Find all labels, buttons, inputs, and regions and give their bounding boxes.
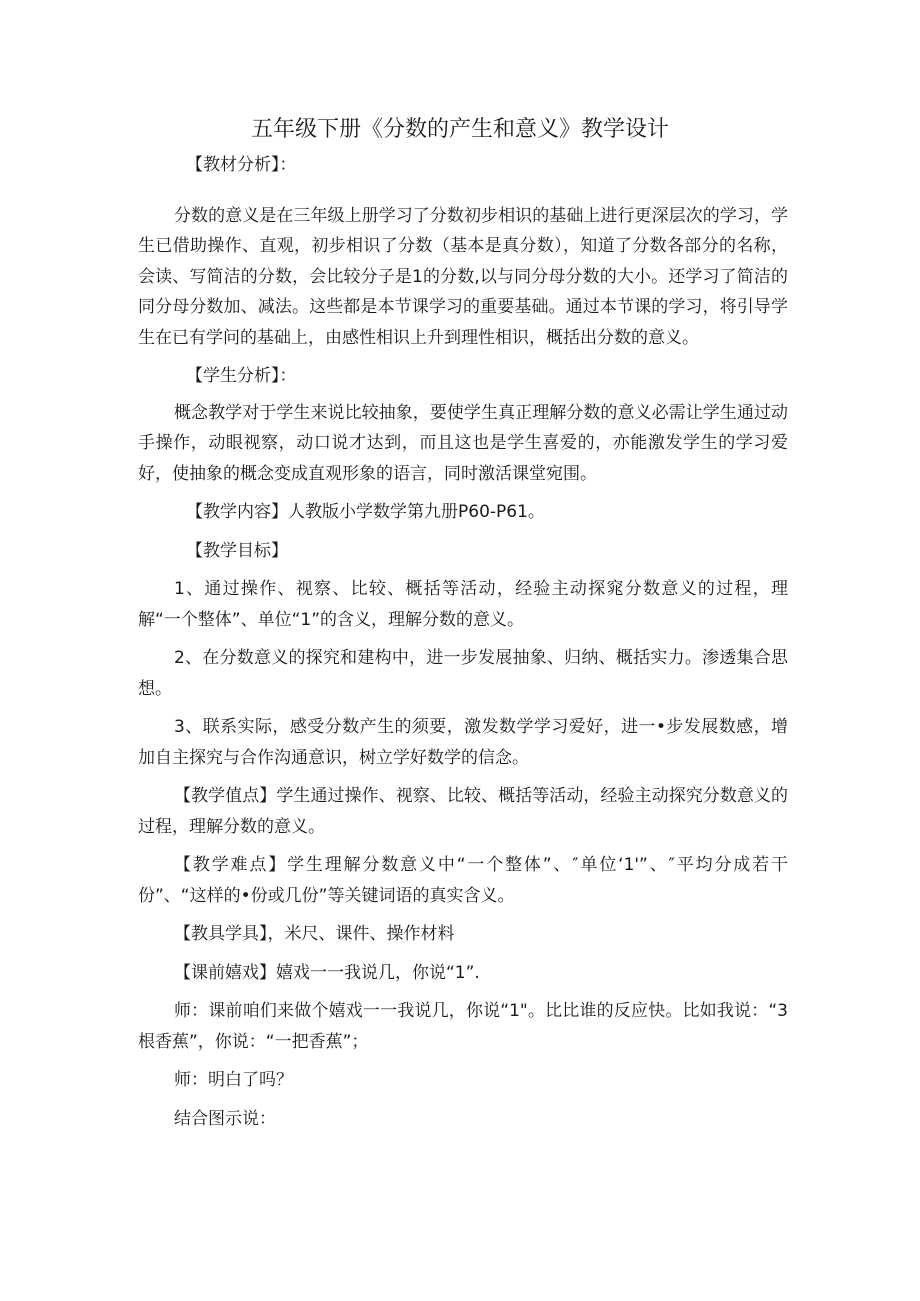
paragraph-teaching-key-point: 【教学值点】学生通过操作、视察、比较、概括等活动，经验主动探究分数意义的过程，理解分数的意义。	[138, 786, 788, 837]
section-heading-teaching-goals: 【教学目标】	[186, 540, 288, 561]
paragraph-goal-3: 3、联系实际，感受分数产生的须要，激发数学学习爱好，进一•步发展数感，增加自主探究与合作沟通意识，树立学好数学的信念。	[138, 717, 788, 768]
paragraph-goal-1: 1、通过操作、视察、比较、概括等活动，经验主动探窕分数意义的过程，理解“一个整体”、单位“1”的含义，理解分数的意义。	[138, 579, 788, 630]
paragraph-teaching-content: 【教学内容】人教版小学数学第九册P60-P61。	[186, 502, 545, 522]
paragraph-teaching-difficulty: 【教学难点】学生理解分数意义中“一个整体”、″单位‘1'”、″平均分成若干份”、“这样的•份或几份”等关键词语的真实含义。	[138, 855, 788, 906]
document-body	[138, 150, 788, 1134]
section-heading-student-analysis: 【学生分析】：	[186, 366, 297, 386]
document-title: 五年级下册《分数的产生和意义》教学设计	[250, 117, 669, 142]
paragraph-teacher-question: 师：明白了吗？	[174, 1070, 293, 1090]
paragraph-textbook-analysis: 分数的意义是在三年级上册学习了分数初步相识的基础上进行更深层次的学习，学生已借助操作、直观，初步相识了分数（基本是真分数），知道了分数各部分的名称，会读、写简洁的分数，会比较分子是1的分数,以与同分母分数的大小。还学习了简洁的同分母分数加、减法。这些都是本节课学习的重要基础。通过本节课的学习，将引导学生在已有学问的基础上，由感性相识上升到理性相识，概括出分数的意义。	[138, 205, 788, 348]
paragraph-teacher-game-intro: 师：课前咱们来做个嬉戏一一我说几，你说“1"。比比谁的反应快。比如我说：“3根香蕉”，你说：“一把香蕉”；	[138, 1001, 788, 1052]
paragraph-teaching-aids: 【教具学具】，米尺、课件、操作材料	[174, 924, 455, 944]
paragraph-student-analysis: 概念教学对于学生来说比较抽象，要使学生真正理解分数的意义必需让学生通过动手操作，动眼视察，动口说才达到，而且这也是学生喜爱的，亦能激发学生的学习爱好，使抽象的概念变成直观形象的语言，同时激活课堂宛围。	[138, 402, 788, 484]
section-heading-textbook-analysis: 【教材分析】：	[186, 155, 297, 175]
paragraph-pre-class-game: 【课前嬉戏】嬉戏一一我说几，你说“1”.	[174, 962, 480, 983]
paragraph-with-diagram: 结合图示说：	[174, 1108, 276, 1129]
paragraph-goal-2: 2、在分数意义的探究和建构中，进一步发展抽象、归纳、概括实力。渗透集合思想。	[138, 648, 788, 699]
